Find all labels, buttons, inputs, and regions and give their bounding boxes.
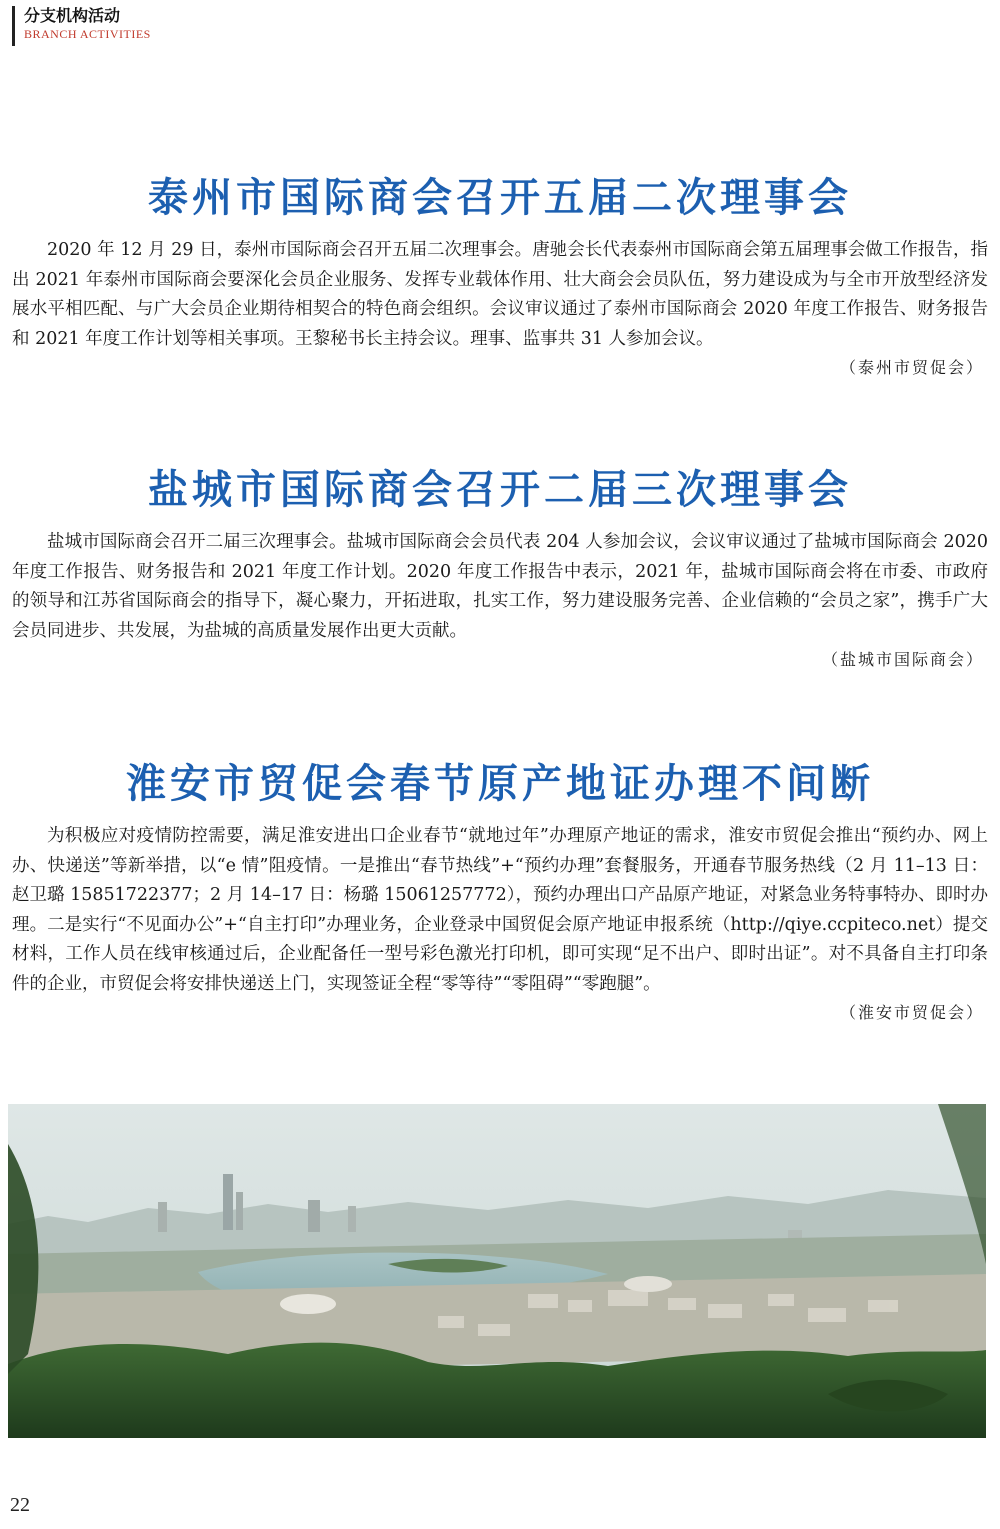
section-tag	[12, 6, 151, 46]
section-title-en: BRANCH ACTIVITIES	[24, 27, 151, 41]
article-title: 淮安市贸促会春节原产地证办理不间断	[126, 760, 874, 807]
article-source: （泰州市贸促会）	[839, 358, 984, 377]
article-huaian	[0, 756, 1000, 1027]
article-body: 为积极应对疫情防控需要，满足淮安进出口企业春节“就地过年”办理原产地证的需求，淮安市贸促会推出“预约办、网上办、快递送”等新举措，以“e 情”阻疫情。一是推出“春节热线”+“预约办理”套餐服务，开通春节服务热线（2 月 11–13 日：赵卫璐 15851722377；2 月 14–17 日：杨璐 15061257772），预约办理出口产品原产地证，对紧急业务特事特办、即时办理。二是实行“不见面办公”+“自主打印”办理业务，企业登录中国贸促会原产地证申报系统（http://qiye.ccpiteco.net）提交材料，工作人员在线审核通过后，企业配备任一型号彩色激光打印机，即可实现“足不出户、即时出证”。对不具备自主打印条件的企业，市贸促会将安排快递送上门，实现签证全程“零等待”“零阻碍”“零跑腿”。	[12, 826, 988, 994]
city-landscape-photo	[8, 1104, 986, 1438]
article-source: （盐城市国际商会）	[821, 650, 984, 669]
article-title: 泰州市国际商会召开五届二次理事会	[148, 174, 852, 221]
article-title: 盐城市国际商会召开二届三次理事会	[148, 466, 852, 513]
article-taizhou	[0, 170, 1000, 382]
section-title-cn: 分支机构活动	[24, 6, 121, 25]
article-yancheng	[0, 462, 1000, 674]
page-number: 22	[10, 1494, 30, 1516]
article-body: 2020 年 12 月 29 日，泰州市国际商会召开五届二次理事会。唐驰会长代表泰州市国际商会第五届理事会做工作报告，指出 2021 年泰州市国际商会要深化会员企业服务、发挥专业载体作用、壮大商会会员队伍，努力建设成为与全市开放型经济发展水平相匹配、与广大会员企业期待相契合的特色商会组织。会议审议通过了泰州市国际商会 2020 年度工作报告、财务报告和 2021 年度工作计划等相关事项。王黎秘书长主持会议。理事、监事共 31 人参加会议。	[12, 240, 988, 349]
article-source: （淮安市贸促会）	[839, 1003, 984, 1022]
article-body: 盐城市国际商会召开二届三次理事会。盐城市国际商会会员代表 204 人参加会议，会议审议通过了盐城市国际商会 2020 年度工作报告、财务报告和 2021 年度工作计划。2020 年度工作报告中表示，2021 年，盐城市国际商会将在市委、市政府的领导和江苏省国际商会的指导下，凝心聚力，开拓进取，扎实工作，努力建设服务完善、企业信赖的“会员之家”，携手广大会员同进步、共发展，为盐城的高质量发展作出更大贡献。	[12, 532, 988, 641]
